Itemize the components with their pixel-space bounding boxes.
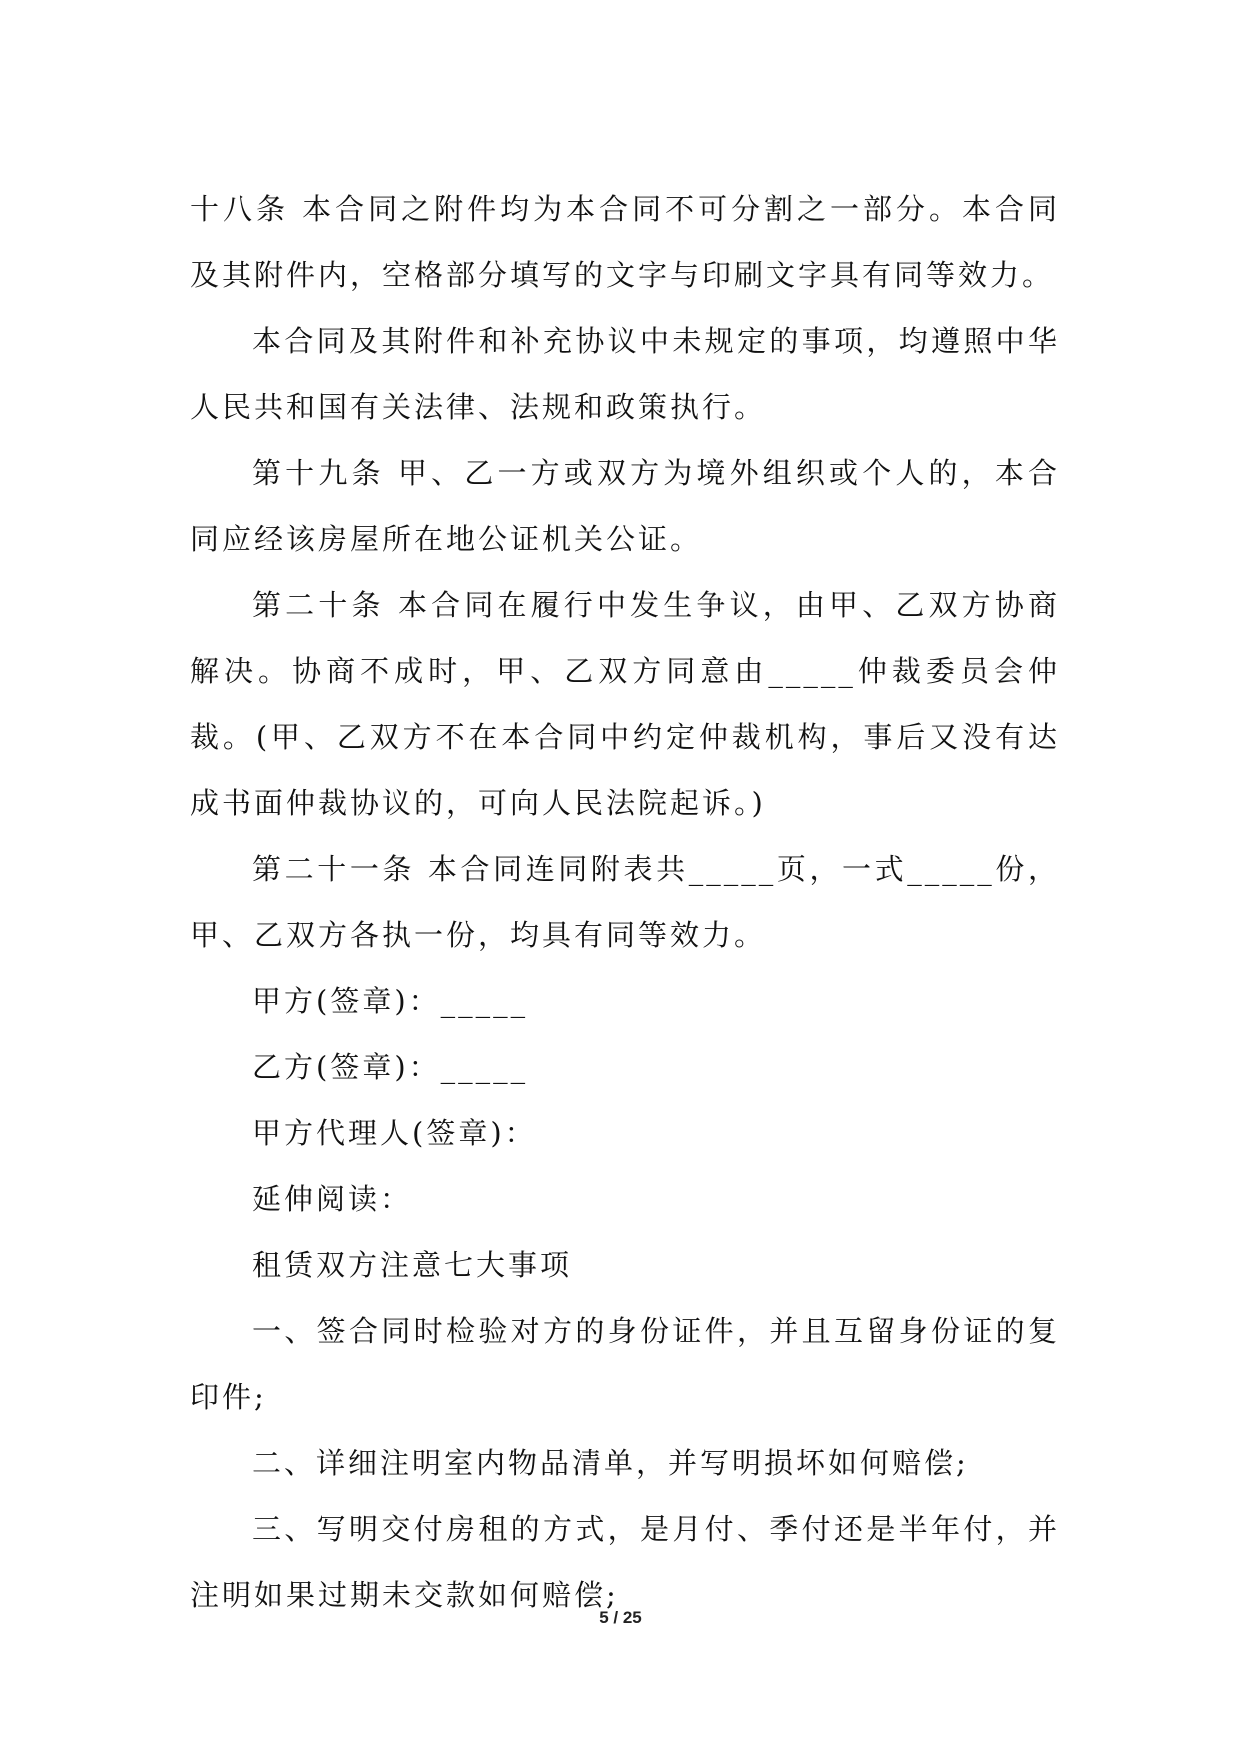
document-body: [190, 176, 1060, 1628]
paragraph-article-19: 第十九条 甲、乙一方或双方为境外组织或个人的，本合同应经该房屋所在地公证机关公证。: [190, 456, 1060, 556]
list-item-1: 一、签合同时检验对方的身份证件，并且互留身份证的复印件;: [190, 1314, 1060, 1414]
paragraph-article-20: 第二十条 本合同在履行中发生争议，由甲、乙双方协商解决。协商不成时，甲、乙双方同意由_____仲裁委员会仲裁。(甲、乙双方不在本合同中约定仲裁机构，事后又没有达成书面仲裁协议的，可向人民法院起诉。): [190, 588, 1060, 820]
paragraph-article-21: 第二十一条 本合同连同附表共_____页，一式_____份，甲、乙双方各执一份，均具有同等效力。: [190, 852, 1060, 952]
paragraph-unspecified-matters: 本合同及其附件和补充协议中未规定的事项，均遵照中华人民共和国有关法律、法规和政策执行。: [190, 324, 1060, 424]
section-title: 租赁双方注意七大事项: [252, 1248, 573, 1282]
extended-reading-heading: 延伸阅读：: [252, 1182, 413, 1216]
paragraph-article-18-continued: 十八条 本合同之附件均为本合同不可分割之一部分。本合同及其附件内，空格部分填写的文字与印刷文字具有同等效力。: [190, 192, 1060, 292]
party-a-signature-line: 甲方(签章)：_____: [252, 984, 529, 1018]
list-item-2: 二、详细注明室内物品清单，并写明损坏如何赔偿;: [252, 1446, 969, 1480]
party-b-signature-line: 乙方(签章)：_____: [252, 1050, 529, 1084]
party-a-agent-signature-line: 甲方代理人(签章)：: [252, 1116, 537, 1150]
page-number: 5 / 25: [599, 1608, 642, 1627]
list-item-3: 三、写明交付房租的方式，是月付、季付还是半年付，并注明如果过期未交款如何赔偿;: [190, 1512, 1060, 1612]
